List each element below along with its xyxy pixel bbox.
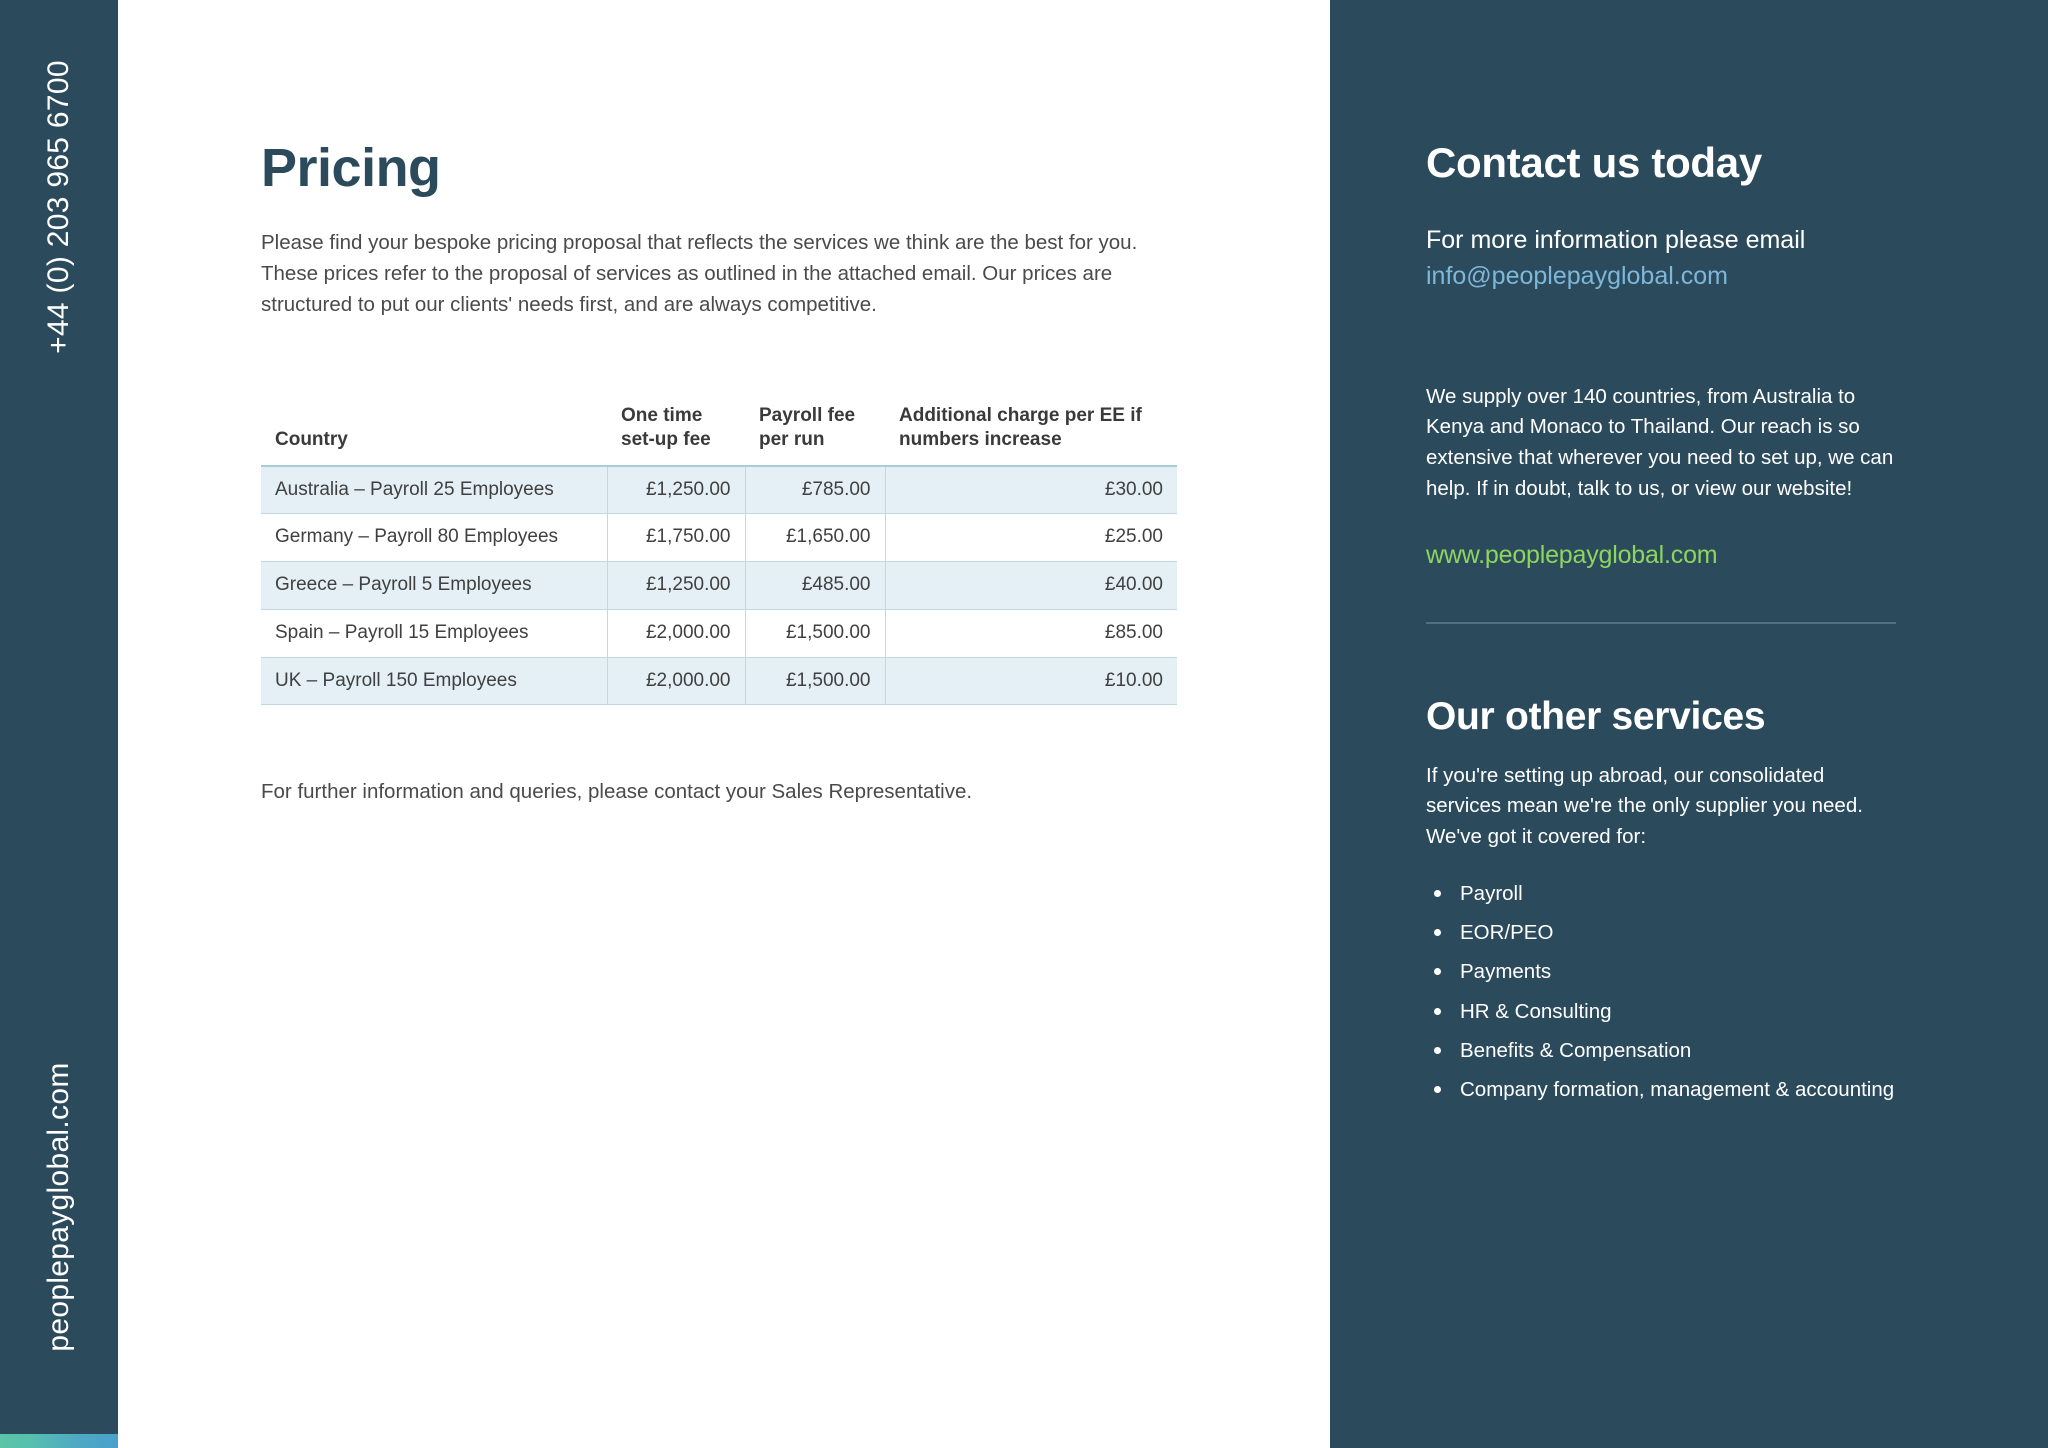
table-header-row [261,404,1177,466]
bullet-icon [1434,890,1441,897]
cell-country: Greece – Payroll 5 Employees [261,562,607,610]
sidebar-website: peoplepayglobal.com [42,1062,75,1352]
contact-lead-text: For more information please email [1426,226,1806,255]
cell-setup-fee: £2,000.00 [607,657,745,705]
page-title: Pricing [261,138,441,198]
intro-paragraph: Please find your bespoke pricing proposal that reflects the services we think are the best for you. These prices refer to the proposal of services as outlined in the attached email. Our prices are structured to put our clients' needs first, and are always competitive. [261,230,1138,316]
cell-setup-fee: £1,250.00 [607,562,745,610]
table-row [261,466,1177,514]
column-header-setup-fee [607,404,745,466]
list-item [1426,1036,1896,1066]
list-item [1426,879,1896,909]
list-item [1426,1075,1896,1105]
list-item-label: Payments [1460,960,1552,984]
bullet-icon [1434,1047,1441,1054]
closing-paragraph: For further information and queries, please contact your Sales Representative. [261,780,973,804]
list-item-label: Payroll [1460,881,1523,905]
sidebar-phone-number: +44 (0) 203 965 6700 [42,60,75,354]
column-header-country-label: Country [275,429,348,451]
list-item-label: HR & Consulting [1460,999,1612,1023]
cell-country: Spain – Payroll 15 Employees [261,609,607,657]
cell-country: Germany – Payroll 80 Employees [261,514,607,562]
right-panel-inner [1426,140,1906,1115]
pricing-table-body [261,466,1177,705]
column-header-additional-charge [885,404,1177,466]
cell-payroll-fee: £1,500.00 [745,657,885,705]
other-services-intro: If you're setting up abroad, our consolidated services mean we're the only supplier you need. We've got it covered for: [1426,763,1863,849]
website-link[interactable]: www.peoplepayglobal.com [1426,540,1718,569]
bullet-icon [1434,1008,1441,1015]
global-reach-paragraph: We supply over 140 countries, from Australia to Kenya and Monaco to Thailand. Our reach is so extensive that wherever you need to set up, we can help. If in doubt, talk to us, or view our website! [1426,384,1894,500]
cell-payroll-fee: £1,650.00 [745,514,885,562]
bullet-icon [1434,1086,1441,1093]
right-panel [1330,0,2048,1448]
cell-setup-fee: £1,250.00 [607,466,745,514]
column-header-additional-charge-line2: numbers increase [899,429,1062,451]
column-header-additional-charge-line1: Additional charge per EE if [899,405,1142,427]
pricing-table [261,404,1177,705]
other-services-list [1426,879,1896,1106]
main-content [118,0,1330,1448]
cell-country: Australia – Payroll 25 Employees [261,466,607,514]
contact-title: Contact us today [1426,139,1762,186]
cell-payroll-fee: £1,500.00 [745,609,885,657]
list-item-label: EOR/PEO [1460,921,1554,945]
other-services-title: Our other services [1426,694,1766,738]
list-item [1426,957,1896,987]
cell-payroll-fee: £485.00 [745,562,885,610]
cell-country: UK – Payroll 150 Employees [261,657,607,705]
table-row [261,657,1177,705]
main-content-inner [261,140,1181,808]
cell-payroll-fee: £785.00 [745,466,885,514]
table-row [261,514,1177,562]
cell-additional-charge: £10.00 [885,657,1177,705]
left-sidebar [0,0,118,1448]
cell-additional-charge: £40.00 [885,562,1177,610]
table-row [261,609,1177,657]
cell-setup-fee: £2,000.00 [607,609,745,657]
list-item [1426,997,1896,1027]
column-header-payroll-fee-line2: per run [759,429,825,451]
section-divider [1426,622,1896,624]
cell-additional-charge: £30.00 [885,466,1177,514]
sidebar-gradient-stripe [0,1434,118,1448]
bullet-icon [1434,929,1441,936]
list-item [1426,918,1896,948]
cell-setup-fee: £1,750.00 [607,514,745,562]
column-header-setup-fee-line2: set-up fee [621,429,711,451]
cell-additional-charge: £25.00 [885,514,1177,562]
cell-additional-charge: £85.00 [885,609,1177,657]
list-item-label: Benefits & Compensation [1460,1039,1692,1063]
table-row [261,562,1177,610]
column-header-payroll-fee-line1: Payroll fee [759,405,856,427]
list-item-label: Company formation, management & accounting [1460,1078,1895,1102]
column-header-setup-fee-line1: One time [621,405,703,427]
column-header-payroll-fee [745,404,885,466]
pricing-table-header [261,404,1177,466]
contact-email-link[interactable]: info@peoplepayglobal.com [1426,261,1728,290]
column-header-country [261,404,607,466]
bullet-icon [1434,968,1441,975]
